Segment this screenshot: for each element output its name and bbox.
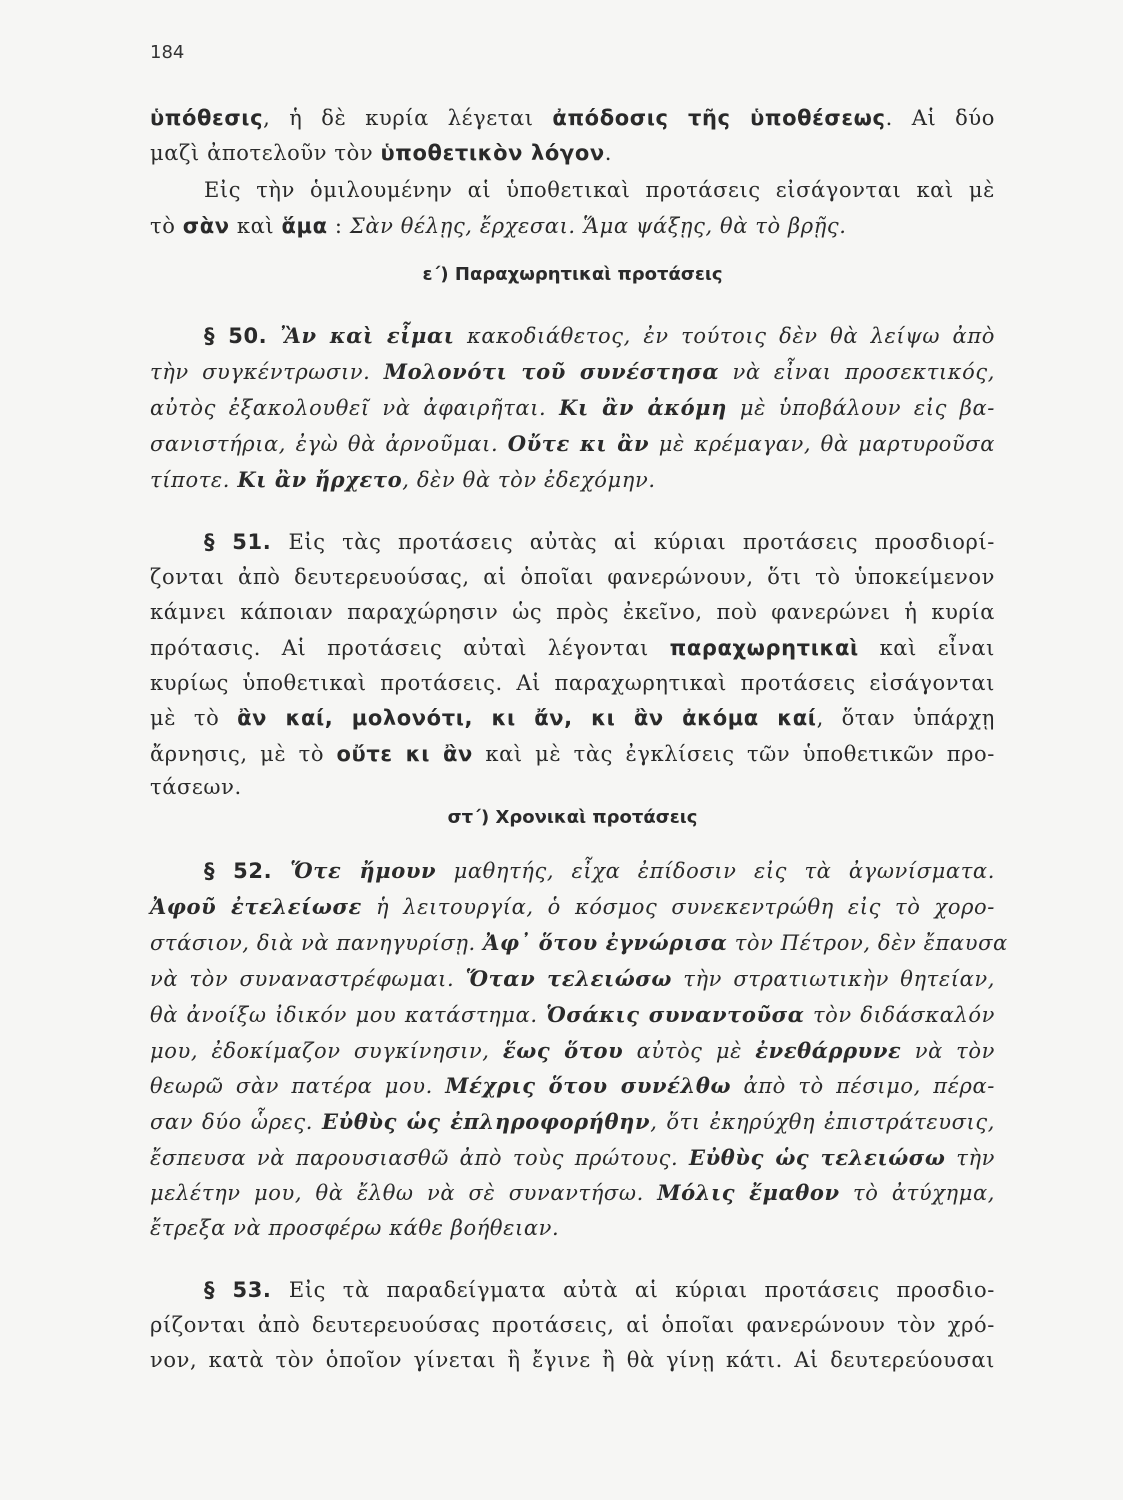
text-line: ὑπόθεσις, ἡ δὲ κυρία λέγεται ἀπόδοσις τῆς ὑποθέσεως. Αἱ δύο <box>150 106 995 130</box>
text-line: θεωρῶ σὰν πατέρα μου. Μέχρις ὅτου συνέλθω ἀπὸ τὸ πέσιμο, πέρα- <box>150 1073 995 1098</box>
text-line: μου, ἐδοκίμαζον συγκίνησιν, ἕως ὅτου αὐτὸς μὲ ἐνεθάρρυνε νὰ τὸν <box>150 1038 995 1063</box>
page-number: 184 <box>150 42 185 63</box>
text-line: μαζὶ ἀποτελοῦν τὸν ὑποθετικὸν λόγον. <box>150 141 613 165</box>
text-line: ἔσπευσα νὰ παρουσιασθῶ ἀπὸ τοὺς πρώτους. Εὐθὺς ὡς τελειώσω τὴν <box>150 1145 995 1170</box>
text-line: μελέτην μου, θὰ ἔλθω νὰ σὲ συναντήσω. Μόλις ἔμαθον τὸ ἀτύχημα, <box>150 1180 996 1205</box>
text-line: κυρίως ὑποθετικαὶ προτάσεις. Αἱ παραχωρητικαὶ προτάσεις εἰσάγονται <box>150 671 995 695</box>
text-line: αὐτὸς ἐξακολουθεῖ νὰ ἀφαιρῆται. Κι ἂν ἀκόμη μὲ ὑποβάλουν εἰς βα- <box>150 395 995 420</box>
text-line: ρίζονται ἀπὸ δευτερευούσας προτάσεις, αἱ ὁποῖαι φανερώνουν τὸν χρό- <box>150 1313 995 1337</box>
text-line: ζονται ἀπὸ δευτερευούσας, αἱ ὁποῖαι φανερώνουν, ὅτι τὸ ὑποκείμενον <box>150 565 995 589</box>
text-line: τίποτε. Κι ἂν ἤρχετο, δὲν θὰ τὸν ἐδεχόμην. <box>150 467 656 492</box>
text-line: ἄρνησις, μὲ τὸ οὔτε κι ἂν καὶ μὲ τὰς ἐγκλίσεις τῶν ὑποθετικῶν προ- <box>150 742 995 766</box>
text-line: § 51. Εἰς τὰς προτάσεις αὐτὰς αἱ κύριαι προτάσεις προσδιορί- <box>204 530 995 554</box>
text-line: νον, κατὰ τὸν ὁποῖον γίνεται ἢ ἔγινε ἢ θὰ γίνῃ κάτι. Αἱ δευτερεύουσαι <box>150 1348 995 1372</box>
text-line: σαν δύο ὧρες. Εὐθὺς ὡς ἐπληροφορήθην, ὅτι ἐκηρύχθη ἐπιστράτευσις, <box>150 1109 996 1134</box>
text-line: τὴν συγκέντρωσιν. Μολονότι τοῦ συνέστησα νὰ εἶναι προσεκτικός, <box>150 359 996 384</box>
text-line: κάμνει κάποιαν παραχώρησιν ὡς πρὸς ἐκεῖνο, ποὺ φανερώνει ἡ κυρία <box>150 600 995 624</box>
section-heading: στ΄) Χρονικαὶ προτάσεις <box>447 807 698 828</box>
text-line: ἔτρεξα νὰ προσφέρω κάθε βοήθειαν. <box>150 1216 560 1240</box>
text-line: § 53. Εἰς τὰ παραδείγματα αὐτὰ αἱ κύριαι προτάσεις προσδιο- <box>204 1278 995 1302</box>
text-line: νὰ τὸν συναναστρέφωμαι. Ὅταν τελειώσω τὴν στρατιωτικὴν θητείαν, <box>150 966 996 991</box>
text-line: § 50. Ἂν καὶ εἶμαι κακοδιάθετος, ἐν τούτοις δὲν θὰ λείψω ἀπὸ <box>204 323 995 348</box>
text-line: τὸ σὰν καὶ ἅμα : Σὰν θέλῃς, ἔρχεσαι. Ἅμα ψάξῃς, θὰ τὸ βρῇς. <box>150 214 847 238</box>
text-line: πρότασις. Αἱ προτάσεις αὐταὶ λέγονται παραχωρητικαὶ καὶ εἶναι <box>150 636 995 660</box>
text-line: μὲ τὸ ἂν καί, μολονότι, κι ἄν, κι ἂν ἀκόμα καί, ὅταν ὑπάρχῃ <box>150 706 995 730</box>
text-line: τάσεων. <box>150 775 242 799</box>
section-heading: ε΄) Παραχωρητικαὶ προτάσεις <box>422 264 723 285</box>
text-line: θὰ ἀνοίξω ἰδικόν μου κατάστημα. Ὁσάκις συναντοῦσα τὸν διδάσκαλόν <box>150 1002 995 1027</box>
text-line: Ἀφοῦ ἐτελείωσε ἡ λειτουργία, ὁ κόσμος συνεκεντρώθη εἰς τὸ χορο- <box>150 894 995 919</box>
text-line: § 52. Ὅτε ἤμουν μαθητής, εἶχα ἐπίδοσιν εἰς τὰ ἀγωνίσματα. <box>204 858 995 883</box>
text-line: στάσιον, διὰ νὰ πανηγυρίσῃ. Ἀφ᾿ ὅτου ἐγνώρισα τὸν Πέτρον, δὲν ἔπαυσα <box>150 930 1008 955</box>
text-line: Εἰς τὴν ὁμιλουμένην αἱ ὑποθετικαὶ προτάσεις εἰσάγονται καὶ μὲ <box>204 178 995 202</box>
text-line: σανιστήρια, ἐγὼ θὰ ἀρνοῦμαι. Οὔτε κι ἂν μὲ κρέμαγαν, θὰ μαρτυροῦσα <box>150 431 996 456</box>
